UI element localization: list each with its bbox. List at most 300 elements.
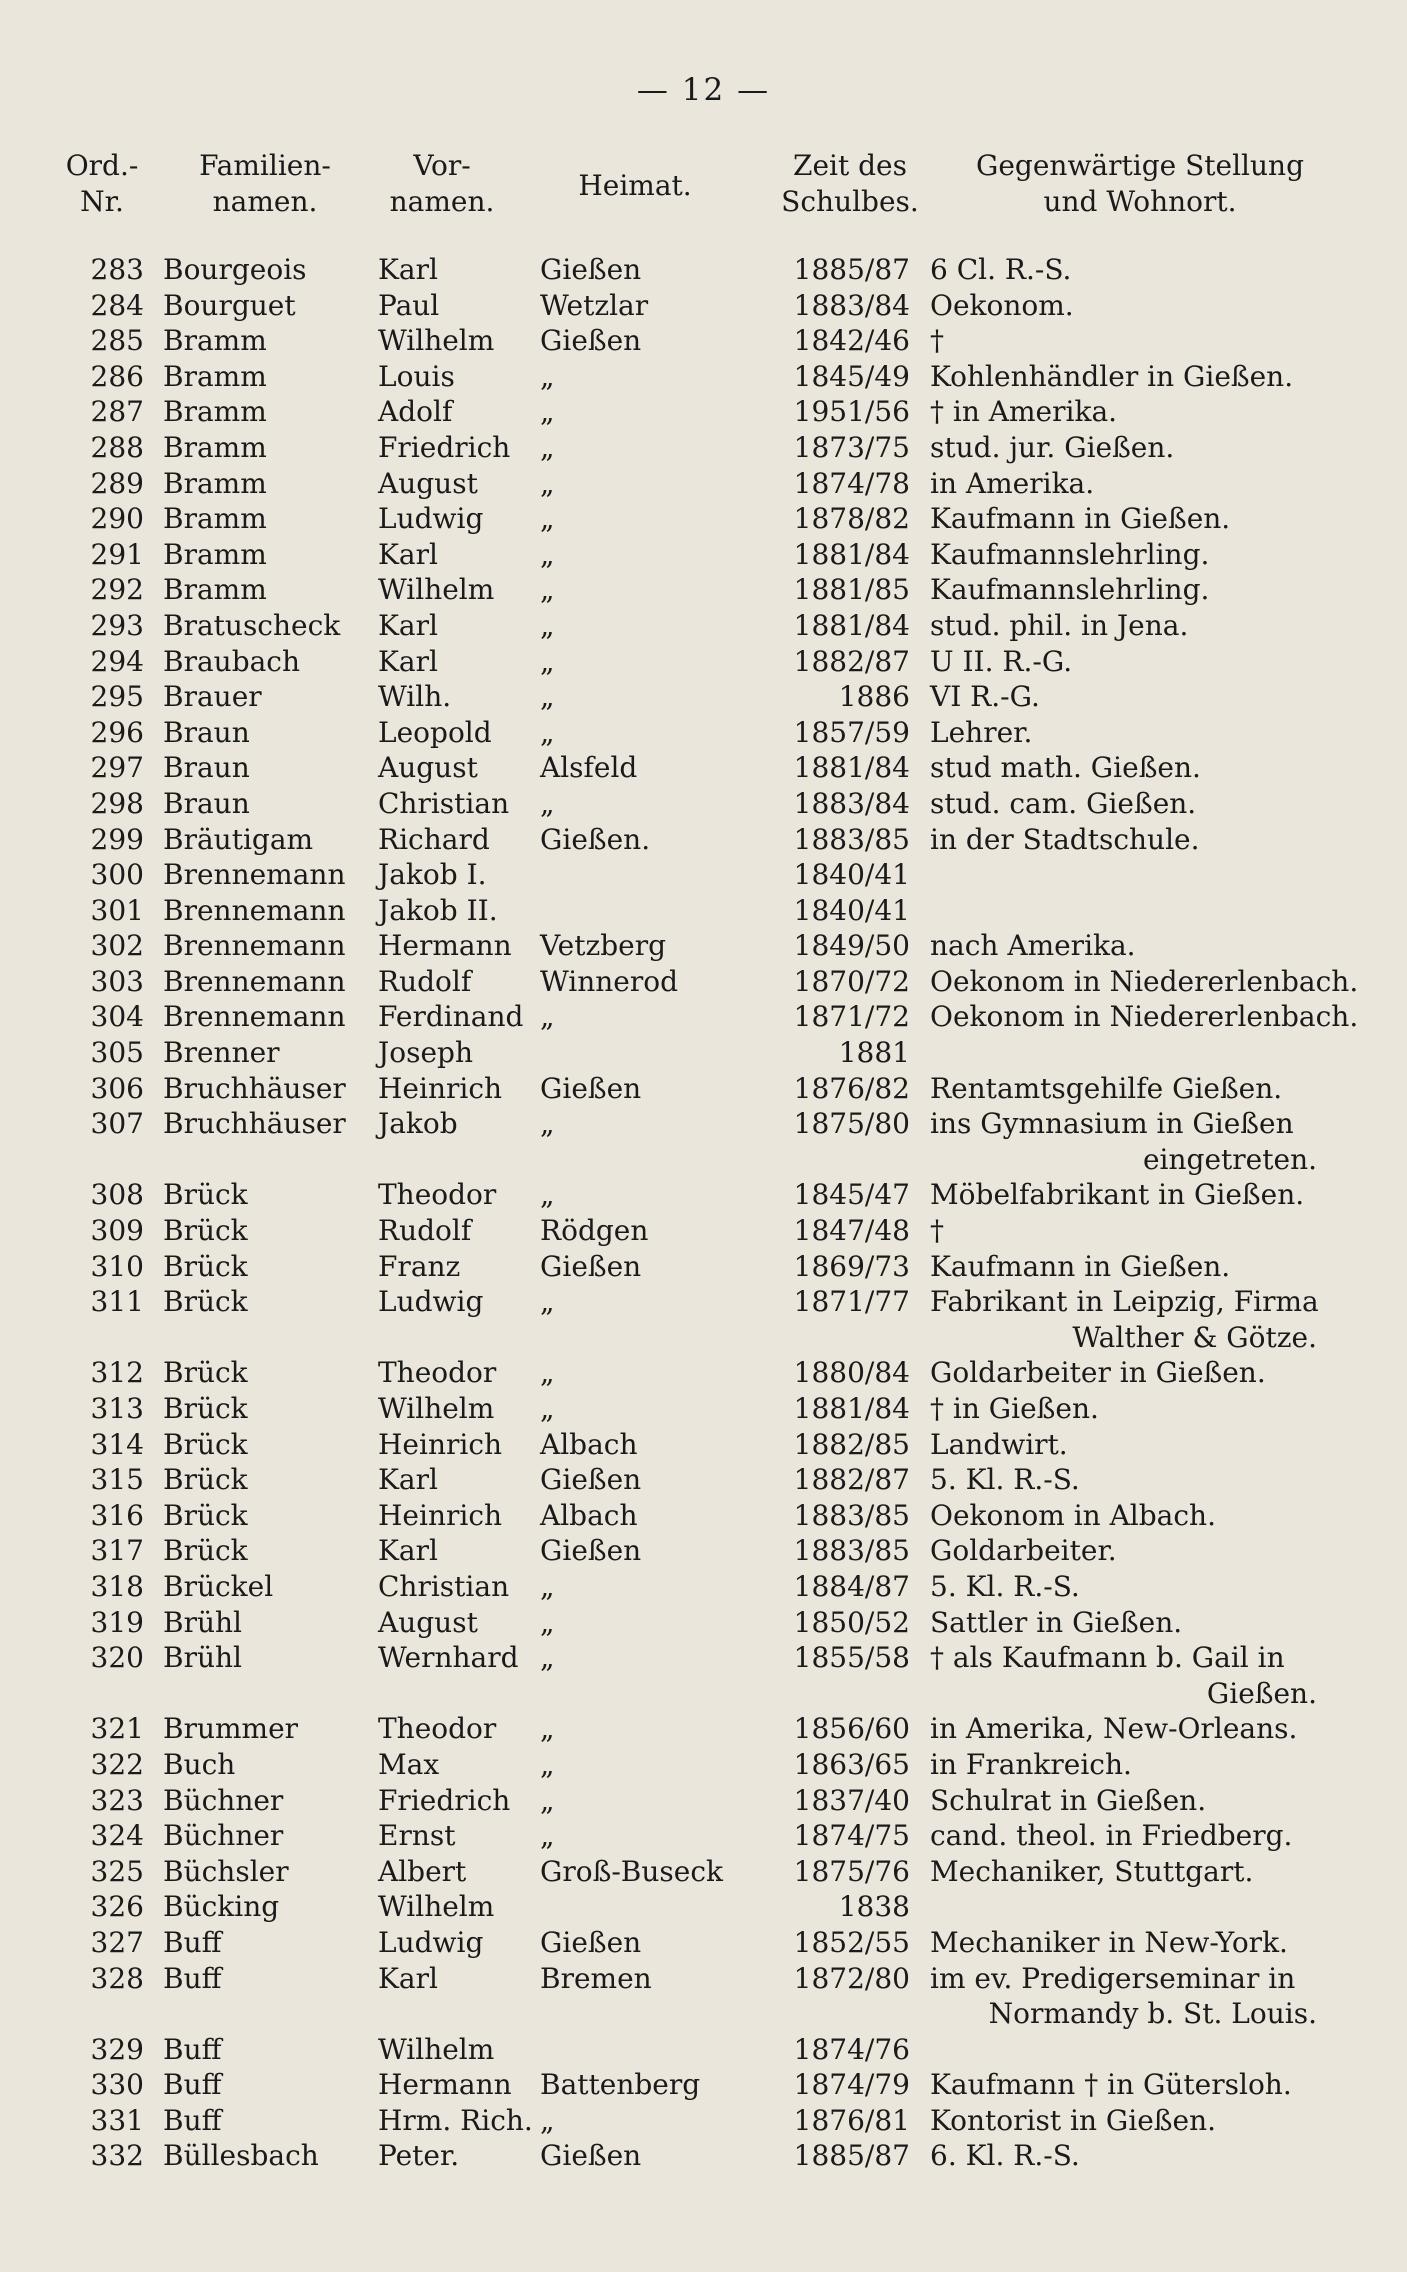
table-row [0,857,1407,893]
table-row [0,2138,1407,2174]
hometown: Gießen [540,1071,642,1105]
current-position: Kohlenhändler in Gießen. [930,359,1294,393]
header-zeit-line2: Schulbes. [781,185,919,218]
current-position: in Amerika, New-Orleans. [930,1712,1298,1746]
current-position-continued-text: Normandy b. St. Louis. [988,1997,1317,2031]
school-period: 1874/75 [793,1819,910,1853]
school-period: 1849/50 [793,929,910,963]
school-period: 1881 [838,1036,910,1070]
family-name: Buff [163,2068,222,2102]
first-name: Ernst [378,1819,456,1853]
current-position: Lehrer. [930,715,1033,749]
row-number: 302 [90,929,144,963]
family-name: Bramm [163,573,267,607]
school-period: 1845/47 [793,1178,910,1212]
hometown: Gießen [540,253,642,286]
row-number: 317 [90,1534,144,1568]
current-position: Möbelfabrikant in Gießen. [930,1178,1305,1212]
family-name: Bramm [163,466,267,500]
first-name: Christian [378,1569,510,1603]
row-number: 320 [90,1641,144,1675]
row-number: 303 [90,964,144,998]
family-name: Brennemann [163,964,346,998]
table-row [0,1427,1407,1463]
table-row [0,394,1407,430]
first-name: Rudolf [378,964,472,998]
first-name: Christian [378,786,510,820]
row-number: 307 [90,1107,144,1141]
family-name: Bruchhäuser [163,1107,346,1141]
family-name: Büchner [163,1819,284,1853]
first-name: Wernhard [378,1641,519,1675]
hometown: Vetzberg [540,929,667,963]
row-number: 318 [90,1569,144,1603]
row-number: 312 [90,1356,144,1390]
table-row [0,501,1407,537]
hometown: Gießen [540,2139,642,2173]
school-period: 1850/52 [793,1605,910,1639]
school-period: 1855/58 [793,1641,910,1675]
school-period: 1874/76 [793,2032,910,2066]
row-number: 325 [90,1854,144,1888]
hometown: „ [540,1641,555,1675]
school-period: 1838 [838,1890,910,1924]
row-number: 297 [90,751,144,785]
table-row [0,1711,1407,1747]
school-period: 1863/65 [793,1747,910,1781]
family-name: Brennemann [163,858,346,892]
first-name: Jakob I. [378,858,487,892]
hometown: Alsfeld [540,751,638,785]
hometown: „ [540,502,555,536]
header-stellung-line1: Gegenwärtige Stellung [975,149,1304,182]
hometown: „ [540,1356,555,1390]
family-name: Brenner [163,1036,280,1070]
current-position: Schulrat in Gießen. [930,1783,1207,1817]
hometown: „ [540,1569,555,1603]
family-name: Brühl [163,1641,242,1675]
first-name: Rudolf [378,1214,472,1248]
family-name: Buff [163,1961,222,1995]
current-position-continued-text: Walther & Götze. [1072,1320,1317,1354]
first-name: Peter. [378,2139,460,2173]
school-period: 1883/85 [793,1534,910,1568]
school-period: 1885/87 [793,2139,910,2173]
row-number: 328 [90,1961,144,1995]
table-row [0,928,1407,964]
first-name: Heinrich [378,1498,503,1532]
school-period: 1885/87 [793,253,910,286]
school-period: 1840/41 [793,893,910,927]
hometown: „ [540,1178,555,1212]
row-number: 295 [90,680,144,714]
table-row [0,2103,1407,2139]
hometown: Wetzlar [540,288,649,322]
current-position: nach Amerika. [930,929,1136,963]
hometown: „ [540,1712,555,1746]
header-nr [48,148,156,220]
table-row [0,1605,1407,1641]
hometown: Gießen [540,324,642,358]
current-position: in Amerika. [930,466,1095,500]
family-name: Brück [163,1392,248,1425]
school-period: 1852/55 [793,1925,910,1959]
first-name: Theodor [378,1178,497,1212]
family-name: Bramm [163,359,267,393]
row-number: 322 [90,1747,144,1781]
family-name: Braun [163,751,250,785]
hometown: Gießen [540,1249,642,1283]
row-number: 329 [90,2032,144,2066]
table-row [0,2032,1407,2068]
row-number: 316 [90,1498,144,1532]
first-name: Friedrich [378,430,511,464]
first-name: Friedrich [378,1783,511,1817]
row-number: 286 [90,359,144,393]
table-row [0,1284,1407,1355]
first-name: Heinrich [378,1071,503,1105]
table-row [0,2067,1407,2103]
first-name: Hermann [378,2068,512,2102]
school-period: 1883/84 [793,786,910,820]
table-row [0,644,1407,680]
first-name: Wilhelm [378,1392,495,1425]
first-name: Karl [378,1463,438,1497]
current-position: Kontorist in Gießen. [930,2103,1217,2137]
table-row [0,1035,1407,1071]
header-vorname-line2: namen. [389,185,495,218]
first-name: Ludwig [378,1925,484,1959]
family-name: Brennemann [163,893,346,927]
school-period: 1856/60 [793,1712,910,1746]
row-number: 287 [90,395,144,429]
school-period: 1870/72 [793,964,910,998]
row-number: 330 [90,2068,144,2102]
table-row [0,679,1407,715]
first-name: August [378,751,478,785]
first-name: Adolf [378,395,453,429]
school-period: 1883/84 [793,288,910,322]
family-name: Bratuscheck [163,608,341,642]
current-position: 6. Kl. R.-S. [930,2139,1080,2173]
school-period: 1951/56 [793,395,910,429]
header-nr-line1: Ord.- [65,149,139,182]
table-row [0,1355,1407,1391]
table-row [0,1569,1407,1605]
school-period: 1876/82 [793,1071,910,1105]
first-name: Ludwig [378,502,484,536]
current-position: stud. phil. in Jena. [930,608,1189,642]
table-row [0,1854,1407,1890]
family-name: Brückel [163,1569,274,1603]
header-vorname [372,148,512,220]
family-name: Brück [163,1356,248,1390]
hometown: Albach [540,1498,638,1532]
current-position: stud. jur. Gießen. [930,430,1175,464]
table-row [0,964,1407,1000]
row-number: 289 [90,466,144,500]
family-name: Brühl [163,1605,242,1639]
family-name: Brück [163,1249,248,1283]
school-period: 1872/80 [793,1961,910,1995]
school-period: 1878/82 [793,502,910,536]
family-name: Büchner [163,1783,284,1817]
page-number: — 12 — [636,72,771,108]
row-number: 300 [90,858,144,892]
school-period: 1881/84 [793,751,910,785]
row-number: 293 [90,608,144,642]
family-name: Buch [163,1747,236,1781]
row-number: 332 [90,2139,144,2173]
first-name: Karl [378,537,438,571]
table-row [0,893,1407,929]
first-name: Jakob II. [378,893,498,927]
school-period: 1882/85 [793,1427,910,1461]
header-familienname-line1: Familien- [199,149,331,182]
first-name: Max [378,1747,440,1781]
first-name: Joseph [378,1036,473,1070]
table-row [0,572,1407,608]
hometown: „ [540,1819,555,1853]
current-position: Oekonom. [930,288,1074,322]
school-period: 1884/87 [793,1569,910,1603]
first-name: Leopold [378,715,492,749]
school-period: 1882/87 [793,1463,910,1497]
header-stellung-line2: und Wohnort. [1043,185,1237,218]
row-number: 321 [90,1712,144,1746]
family-name: Buff [163,2103,222,2137]
school-period: 1857/59 [793,715,910,749]
current-position: Landwirt. [930,1427,1068,1461]
school-period: 1871/72 [793,1000,910,1034]
first-name: Karl [378,1534,438,1568]
first-name: Theodor [378,1356,497,1390]
current-position-continued-text: eingetreten. [1142,1142,1317,1176]
current-position: Kaufmann in Gießen. [930,502,1231,536]
row-number: 296 [90,715,144,749]
table-row [0,786,1407,822]
family-name: Brück [163,1534,248,1568]
table-row [0,430,1407,466]
row-number: 310 [90,1249,144,1283]
row-number: 301 [90,893,144,927]
current-position: 6 Cl. R.-S. [930,253,1072,286]
current-position: † [930,1214,944,1248]
family-name: Brück [163,1498,248,1532]
school-period: 1847/48 [793,1214,910,1248]
row-number: 288 [90,430,144,464]
hometown: „ [540,1605,555,1639]
hometown: „ [540,395,555,429]
row-number: 311 [90,1285,144,1319]
row-number: 324 [90,1819,144,1853]
first-name: Heinrich [378,1427,503,1461]
first-name: Ludwig [378,1285,484,1319]
table-row [0,608,1407,644]
hometown: „ [540,359,555,393]
row-number: 298 [90,786,144,820]
current-position: Fabrikant in Leipzig, Firma [930,1285,1319,1319]
current-position: stud. cam. Gießen. [930,786,1197,820]
first-name: Wilh. [378,680,452,714]
family-name: Bramm [163,324,267,358]
table-row [0,1106,1407,1177]
school-period: 1881/84 [793,1392,910,1425]
hometown: Gießen [540,1925,642,1959]
table-row [0,1249,1407,1285]
current-position: † als Kaufmann b. Gail in [930,1641,1285,1675]
table-row [0,1213,1407,1249]
table-row [0,1640,1407,1711]
family-name: Bourguet [163,288,296,322]
row-number: 305 [90,1036,144,1070]
current-position: † in Gießen. [930,1392,1099,1425]
table-row [0,1533,1407,1569]
current-position: Goldarbeiter. [930,1534,1117,1568]
family-name: Bücking [163,1890,280,1924]
school-period: 1840/41 [793,858,910,892]
hometown: Gießen [540,1534,642,1568]
row-number: 294 [90,644,144,678]
current-position: Oekonom in Albach. [930,1498,1216,1532]
hometown: „ [540,786,555,820]
family-name: Bruchhäuser [163,1071,346,1105]
school-period: 1875/76 [793,1854,910,1888]
row-number: 283 [90,253,144,286]
first-name: Paul [378,288,440,322]
header-heimat [560,168,710,204]
row-number: 285 [90,324,144,358]
table-row [0,1071,1407,1107]
first-name: Franz [378,1249,461,1283]
hometown: „ [540,573,555,607]
family-name: Bramm [163,430,267,464]
row-number: 326 [90,1890,144,1924]
row-number: 284 [90,288,144,322]
current-position-continued-text: Gießen. [1206,1676,1317,1710]
current-position: Mechaniker, Stuttgart. [930,1854,1254,1888]
current-position: stud math. Gießen. [930,751,1201,785]
school-period: 1883/85 [793,1498,910,1532]
table-row [0,1177,1407,1213]
header-zeit-line1: Zeit des [793,149,907,182]
hometown: „ [540,537,555,571]
family-name: Brück [163,1427,248,1461]
header-familienname [180,148,350,220]
hometown: „ [540,680,555,714]
row-number: 319 [90,1605,144,1639]
hometown: „ [540,715,555,749]
family-name: Brennemann [163,929,346,963]
first-name: Theodor [378,1712,497,1746]
hometown: Gießen. [540,822,651,856]
table-row [0,1961,1407,2032]
hometown: „ [540,466,555,500]
family-name: Bramm [163,502,267,536]
school-period: 1873/75 [793,430,910,464]
table-row [0,466,1407,502]
table-row [0,1818,1407,1854]
current-position: Kaufmann in Gießen. [930,1249,1231,1283]
table-row [0,288,1407,324]
row-number: 304 [90,1000,144,1034]
row-number: 292 [90,573,144,607]
school-period: 1880/84 [793,1356,910,1390]
table-row [0,822,1407,858]
current-position: † [930,324,944,358]
header-heimat-label: Heimat. [578,169,692,202]
current-position: Kaufmannslehrling. [930,573,1210,607]
first-name: Hermann [378,929,512,963]
hometown: „ [540,430,555,464]
family-name: Büchsler [163,1854,289,1888]
current-position: Sattler in Gießen. [930,1605,1183,1639]
current-position: Goldarbeiter in Gießen. [930,1356,1266,1390]
current-position: in Frankreich. [930,1747,1132,1781]
first-name: August [378,466,478,500]
current-position: VI R.-G. [930,680,1040,714]
current-position: cand. theol. in Friedberg. [930,1819,1293,1853]
table-row [0,537,1407,573]
first-name: Wilhelm [378,1890,495,1924]
family-name: Brauer [163,680,262,714]
school-period: 1886 [838,680,910,714]
school-period: 1881/84 [793,608,910,642]
row-number: 313 [90,1392,144,1425]
first-name: Ferdinand [378,1000,524,1034]
family-name: Braun [163,715,250,749]
family-name: Bramm [163,395,267,429]
hometown: „ [540,1783,555,1817]
first-name: Karl [378,644,438,678]
table-row [0,750,1407,786]
hometown: Bremen [540,1961,652,1995]
hometown: „ [540,644,555,678]
current-position: im ev. Predigerseminar in [930,1961,1296,1995]
first-name: August [378,1605,478,1639]
current-position: Oekonom in Niedererlenbach. [930,964,1359,998]
header-vorname-line1: Vor- [413,149,471,182]
school-period: 1842/46 [793,324,910,358]
family-name: Braubach [163,644,301,678]
hometown: „ [540,608,555,642]
hometown: „ [540,1285,555,1319]
hometown: „ [540,1107,555,1141]
table-row [0,715,1407,751]
school-period: 1874/79 [793,2068,910,2102]
table-row [0,323,1407,359]
family-name: Brück [163,1214,248,1248]
header-familienname-line2: namen. [212,185,318,218]
school-period: 1871/77 [793,1285,910,1319]
table-row [0,1925,1407,1961]
table-row [0,1783,1407,1819]
hometown: Winnerod [540,964,679,998]
table-row [0,359,1407,395]
register-table [0,252,1407,2174]
family-name: Buff [163,2032,222,2066]
first-name: Richard [378,822,490,856]
school-period: 1875/80 [793,1107,910,1141]
family-name: Brück [163,1463,248,1497]
header-nr-line2: Nr. [80,185,124,218]
first-name: Karl [378,253,438,286]
hometown: „ [540,1392,555,1425]
school-period: 1876/81 [793,2103,910,2137]
first-name: Louis [378,359,455,393]
table-row [0,1889,1407,1925]
first-name: Jakob [378,1107,458,1141]
